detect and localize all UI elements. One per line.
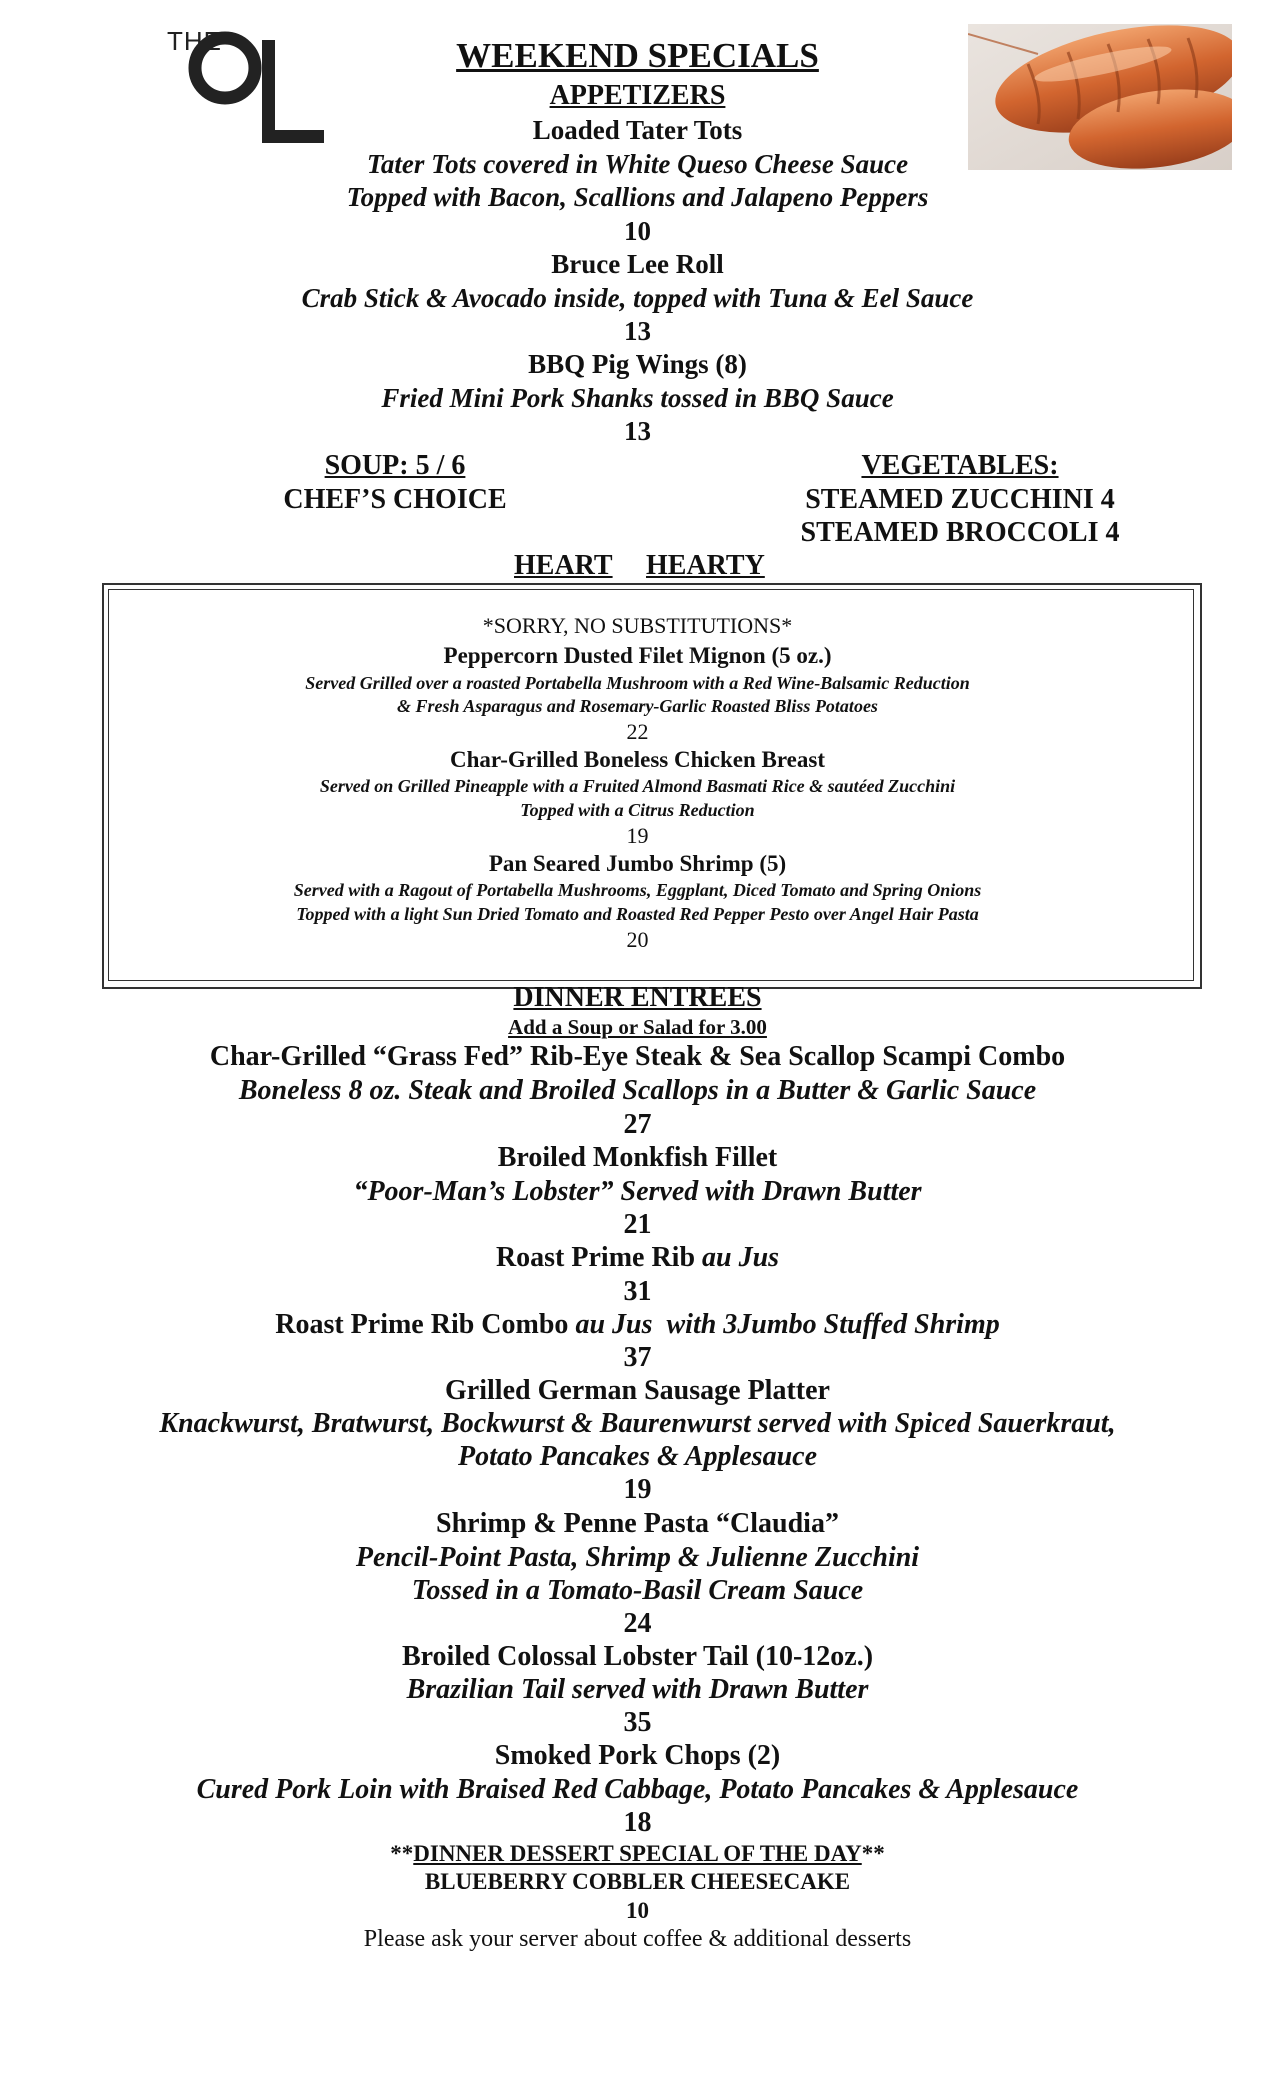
heart-item-name: Pan Seared Jumbo Shrimp (5) <box>488 851 787 876</box>
entree-price: 24 <box>623 1608 652 1639</box>
vegetable-item: STEAMED ZUCCHINI 4 <box>805 484 1115 515</box>
appetizers-heading: APPETIZERS <box>549 80 726 111</box>
appetizer-desc: Tater Tots covered in White Queso Cheese Sauce <box>366 149 909 179</box>
soup-value: CHEF’S CHOICE <box>283 484 507 515</box>
entree-price: 18 <box>623 1807 652 1838</box>
dinner-subheading: Add a Soup or Salad for 3.00 <box>508 1015 767 1039</box>
heart-item-desc: Served on Grilled Pineapple with a Fruited Almond Basmati Rice & sautéed Zucchini <box>319 776 956 796</box>
entree-desc: Pencil-Point Pasta, Shrimp & Julienne Zucchini <box>355 1542 920 1573</box>
heart-item-desc: Served with a Ragout of Portabella Mushrooms, Eggplant, Diced Tomato and Spring Onions <box>293 880 982 900</box>
entree-name: Smoked Pork Chops (2) <box>494 1740 781 1771</box>
heart-item-desc: Topped with a Citrus Reduction <box>520 800 755 820</box>
heart-item-desc: Served Grilled over a roasted Portabella Mushroom with a Red Wine-Balsamic Reduction <box>305 673 970 693</box>
dessert-heading-row <box>0 1842 1275 1865</box>
appetizer-name: Bruce Lee Roll <box>551 249 724 279</box>
entree-desc: “Poor-Man’s Lobster” Served with Drawn Butter <box>353 1176 922 1207</box>
heart-item-price: 20 <box>626 927 649 952</box>
entree-name-italic: au Jus <box>702 1242 780 1273</box>
entree-price: 31 <box>623 1276 652 1307</box>
heart-heading-b: HEARTY <box>646 550 765 581</box>
entree-name-row <box>0 1244 1275 1272</box>
page-title: WEEKEND SPECIALS <box>456 36 819 75</box>
appetizer-desc: Topped with Bacon, Scallions and Jalapeno Peppers <box>346 182 929 212</box>
entree-price: 27 <box>623 1109 652 1140</box>
heart-item-price: 22 <box>626 719 649 744</box>
entree-name: Roast Prime Rib <box>495 1242 696 1273</box>
entree-price: 21 <box>623 1209 652 1240</box>
heart-item-desc: & Fresh Asparagus and Rosemary-Garlic Roasted Bliss Potatoes <box>397 696 878 716</box>
entree-desc: Boneless 8 oz. Steak and Broiled Scallops in a Butter & Garlic Sauce <box>238 1075 1037 1106</box>
entree-name: Shrimp & Penne Pasta “Claudia” <box>436 1508 839 1539</box>
no-substitutions-note: *SORRY, NO SUBSTITUTIONS* <box>482 613 793 638</box>
dessert-price: 10 <box>626 1898 649 1923</box>
entree-desc: Potato Pancakes & Applesauce <box>457 1441 818 1472</box>
entree-desc: Knackwurst, Bratwurst, Bockwurst & Baurenwurst served with Spiced Sauerkraut, <box>159 1408 1116 1439</box>
entree-name: Grilled German Sausage Platter <box>445 1375 830 1406</box>
vegetable-item: STEAMED BROCCOLI 4 <box>800 517 1120 548</box>
entree-price: 35 <box>623 1707 652 1738</box>
heart-item-desc: Topped with a light Sun Dried Tomato and Roasted Red Pepper Pesto over Angel Hair Pasta <box>296 904 979 924</box>
dessert-stars: ** <box>861 1841 885 1866</box>
appetizer-price: 13 <box>624 416 651 446</box>
dessert-stars: ** <box>390 1841 414 1866</box>
entree-name-italic: au Jus <box>575 1309 653 1340</box>
appetizer-price: 13 <box>624 316 651 346</box>
appetizer-price: 10 <box>624 216 651 246</box>
footer-note: Please ask your server about coffee & additional desserts <box>363 1926 912 1952</box>
dessert-heading: DINNER DESSERT SPECIAL OF THE DAY <box>413 1841 862 1866</box>
appetizer-name: Loaded Tater Tots <box>532 115 743 145</box>
vegetables-heading: VEGETABLES: <box>861 450 1059 481</box>
entree-desc: Brazilian Tail served with Drawn Butter <box>406 1674 869 1705</box>
heart-item-name: Char-Grilled Boneless Chicken Breast <box>449 747 826 772</box>
entree-name-row <box>0 1311 1275 1339</box>
entree-price: 37 <box>623 1342 652 1373</box>
logo-small-text: THE <box>167 26 222 56</box>
appetizer-name: BBQ Pig Wings (8) <box>528 349 747 379</box>
dinner-heading: DINNER ENTREES <box>513 982 762 1013</box>
entree-desc: Tossed in a Tomato-Basil Cream Sauce <box>411 1575 864 1606</box>
soup-heading: SOUP: 5 / 6 <box>324 450 466 481</box>
appetizer-desc: Crab Stick & Avocado inside, topped with Tuna & Eel Sauce <box>301 283 974 313</box>
appetizer-desc: Fried Mini Pork Shanks tossed in BBQ Sauce <box>381 383 894 413</box>
heart-heading-a: HEART <box>514 550 613 581</box>
entree-name: Broiled Monkfish Fillet <box>497 1142 778 1173</box>
entree-price: 19 <box>623 1474 652 1505</box>
heart-item-price: 19 <box>626 823 649 848</box>
entree-name: Char-Grilled “Grass Fed” Rib-Eye Steak & Sea Scallop Scampi Combo <box>209 1041 1066 1072</box>
entree-desc: Cured Pork Loin with Braised Red Cabbage, Potato Pancakes & Applesauce <box>196 1774 1079 1805</box>
entree-name: Broiled Colossal Lobster Tail (10-12oz.) <box>401 1641 874 1672</box>
dessert-name: BLUEBERRY COBBLER CHEESECAKE <box>424 1869 851 1894</box>
entree-name: Roast Prime Rib Combo <box>275 1309 569 1340</box>
entree-name-italic: with 3Jumbo Stuffed Shrimp <box>666 1309 1000 1340</box>
heart-item-name: Peppercorn Dusted Filet Mignon (5 oz.) <box>443 643 832 668</box>
